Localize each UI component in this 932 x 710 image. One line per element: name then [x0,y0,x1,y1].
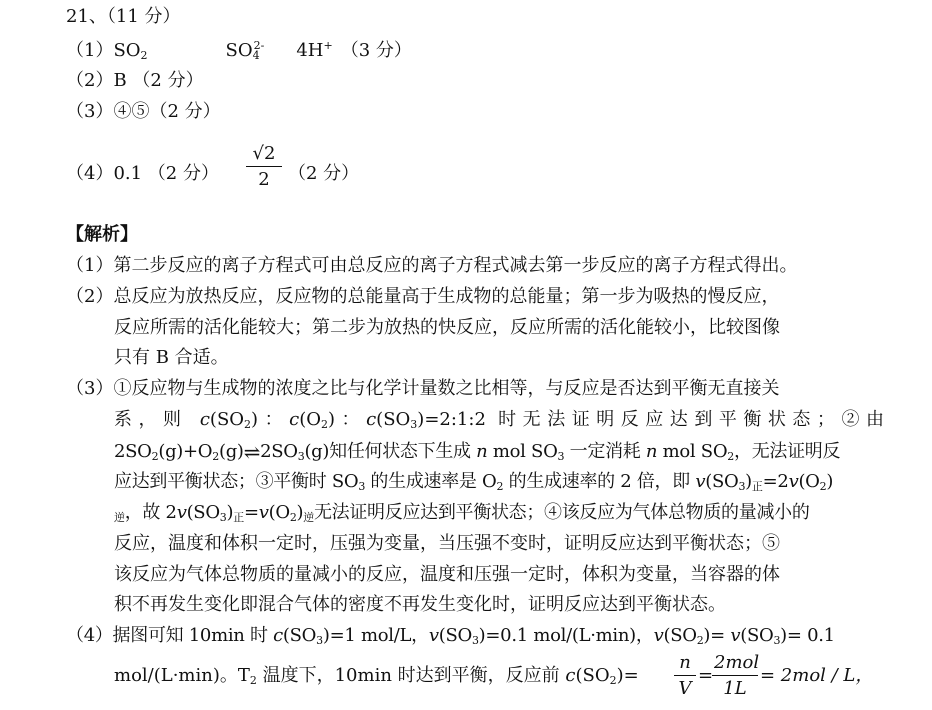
analysis-title: 【解析】 [66,224,138,245]
analysis-part-4-line-2: mol/(L·min)。$T_2$ 温度下，10min 时达到平衡，反应前 $c(SO_2)=$ [114,665,639,687]
answer-3-number: （3） [66,101,114,122]
answer-1-number: （1） [66,40,114,61]
analysis-part-1: （1）第二步反应的离子方程式可由总反应的离子方程式减去第一步反应的离子方程式得出。 [66,255,798,276]
answer-4-fraction-denominator: 2 [258,169,270,190]
concentration-result: = 2mol / L， [760,665,874,686]
analysis-part-3-line-2: 系，则 $c(SO_2)$：$c(O_2)$：$c(SO_3)=2:1:2$ 时无法证明反应达到平衡状态；②由 [114,409,884,431]
answer-2 [66,72,204,90]
analysis-part-3-line-8: 积不再发生变化即混合气体的密度不再发生变化时，证明反应达到平衡状态。 [114,594,726,615]
analysis-part-2-line-3: 只有 B 合适。 [114,347,229,368]
analysis-part-4-line-1: （4）据图可知 10min 时 $c(SO_3)=1$ mol/L，$v(SO_3)=0.1$ mol/(L·min)，$v(SO_2)= v(SO_3)= 0.1$ [66,625,835,647]
equals-sign: = [698,665,714,686]
analysis-part-2-line-2: 反应所需的活化能较大；第二步为放热的快反应，反应所需的活化能较小，比较图像 [114,317,780,338]
analysis-part-3-line-6: 反应，温度和体积一定时，压强为变量，当压强不变时，证明反应达到平衡状态；⑤ [114,533,780,554]
answer-4-value: 0.1 （2 分） [113,163,219,184]
answer-1-formula-a: $SO_2$ [113,40,148,62]
answer-1-formula-c: 4H+ [296,39,333,61]
analysis-part-3-line-4: 应达到平衡状态；③平衡时 $SO_3$ 的生成速率是 $O_2$ 的生成速率的 2 倍，即 $v(SO_3)_正=2v(O_2)$ [114,471,834,493]
answer-4-number: （4） [66,163,114,184]
answer-3 [66,103,221,121]
answer-4-fraction-numerator: √2 [246,145,282,167]
analysis-part-3-line-1: （3）①反应物与生成物的浓度之比与化学计量数之比相等，与反应是否达到平衡无直接关 [66,378,780,399]
answer-1 [66,40,412,61]
fraction-n-over-v: $\frac{n}{V}$ [674,654,696,698]
answer-3-text: ④⑤（2 分） [113,101,221,122]
analysis-part-3-line-5: $_逆$，故 $2v(SO_3)_正=v(O_2)_逆$无法证明反应达到平衡状态；④该反应为气体总物质的量减小的 [114,502,810,524]
question-header: 21、（11 分） [66,6,181,27]
answer-4-score: （2 分） [288,163,360,184]
answer-1-formula-b: $SO_4^{2-}$ [225,39,265,62]
analysis-part-3-line-3: $2SO_2(g)+O_2(g)\rightleftharpoons 2SO_3(g)$知任何状态下生成 n mol $SO_3$ 一定消耗 n mol $SO_2$，无法证明反 [114,440,841,464]
answer-4-fraction [246,145,282,189]
analysis-part-2-line-1: （2）总反应为放热反应，反应物的总能量高于生成物的总能量；第一步为吸热的慢反应， [66,286,780,307]
answer-2-text: B （2 分） [113,70,204,91]
equilibrium-arrow-icon: ⇌ [243,440,261,464]
fraction-2mol-over-1l: 2mol 1L [714,652,760,699]
analysis-part-3-line-7: 该反应为气体总物质的量减小的反应，温度和压强一定时，体积为变量，当容器的体 [114,564,780,585]
answer-1-score: （3 分） [340,40,412,61]
answer-4 [66,165,219,183]
answer-2-number: （2） [66,70,114,91]
